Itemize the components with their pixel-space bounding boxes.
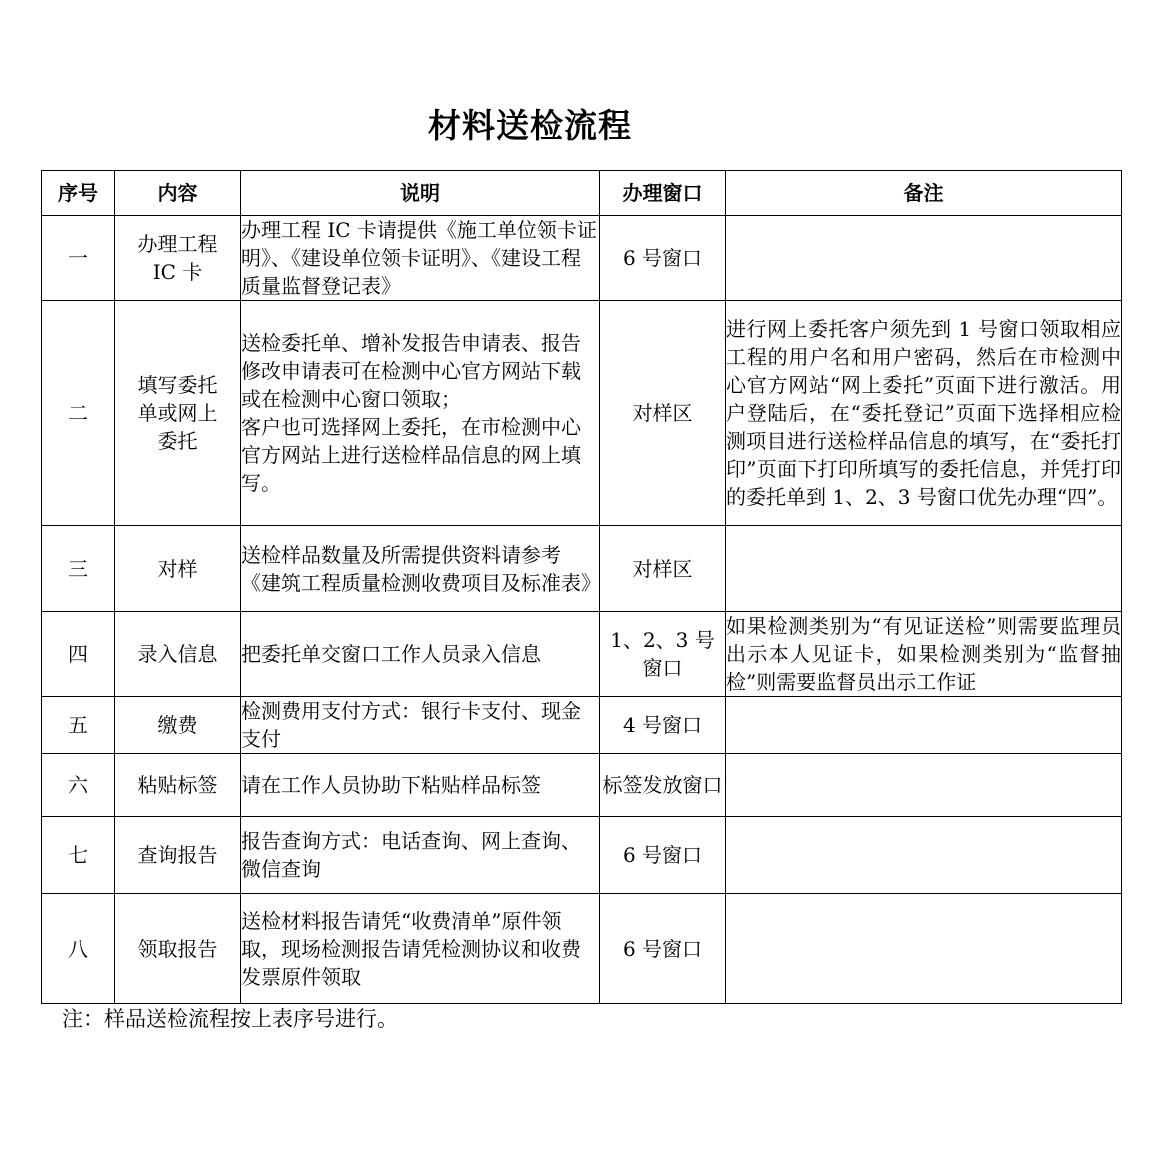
cell-note	[726, 697, 1122, 754]
header-seq: 序号	[42, 171, 115, 216]
page-title: 材料送检流程	[428, 106, 632, 145]
cell-description: 送检委托单、增补发报告申请表、报告修改申请表可在检测中心官方网站下载或在检测中心窗口领取； 客户也可选择网上委托，在市检测中心官方网站上进行送检样品信息的网上填写。	[241, 301, 600, 526]
table-body	[42, 216, 1122, 1004]
cell-content: 缴费	[115, 697, 241, 754]
table-row	[42, 817, 1122, 894]
cell-content: 录入信息	[115, 612, 241, 697]
header-note: 备注	[726, 171, 1122, 216]
cell-seq: 二	[42, 301, 115, 526]
cell-seq: 七	[42, 817, 115, 894]
cell-seq: 五	[42, 697, 115, 754]
table-header-row	[42, 171, 1122, 216]
header-content: 内容	[115, 171, 241, 216]
cell-seq: 四	[42, 612, 115, 697]
cell-note	[726, 754, 1122, 817]
cell-description: 请在工作人员协助下粘贴样品标签	[241, 754, 600, 817]
cell-content: 领取报告	[115, 894, 241, 1004]
cell-note	[726, 216, 1122, 301]
cell-window: 对样区	[600, 301, 726, 526]
cell-window: 对样区	[600, 526, 726, 612]
cell-content: 粘贴标签	[115, 754, 241, 817]
cell-seq: 一	[42, 216, 115, 301]
table-row	[42, 526, 1122, 612]
cell-note	[726, 817, 1122, 894]
table-row	[42, 216, 1122, 301]
footnote: 注：样品送检流程按上表序号进行。	[62, 1007, 398, 1031]
cell-seq: 三	[42, 526, 115, 612]
cell-note: 进行网上委托客户须先到 1 号窗口领取相应工程的用户名和用户密码，然后在市检测中心官方网站“网上委托”页面下进行激活。用户登陆后，在“委托登记”页面下选择相应检测项目进行送检样品信息的填写，在“委托打印”页面下打印所填写的委托信息，并凭打印的委托单到 1、2、3 号窗口优先办理“四”。	[726, 301, 1122, 526]
cell-description: 报告查询方式：电话查询、网上查询、微信查询	[241, 817, 600, 894]
cell-note	[726, 526, 1122, 612]
cell-description: 检测费用支付方式：银行卡支付、现金支付	[241, 697, 600, 754]
cell-note: 如果检测类别为“有见证送检”则需要监理员出示本人见证卡，如果检测类别为“监督抽检”则需要监督员出示工作证	[726, 612, 1122, 697]
cell-window: 6 号窗口	[600, 894, 726, 1004]
cell-content: 查询报告	[115, 817, 241, 894]
table-row	[42, 612, 1122, 697]
table-row	[42, 697, 1122, 754]
cell-description: 把委托单交窗口工作人员录入信息	[241, 612, 600, 697]
header-window: 办理窗口	[600, 171, 726, 216]
process-table	[41, 170, 1122, 1004]
cell-window: 6 号窗口	[600, 216, 726, 301]
cell-description: 办理工程 IC 卡请提供《施工单位领卡证明》、《建设单位领卡证明》、《建设工程质量监督登记表》	[241, 216, 600, 301]
cell-seq: 八	[42, 894, 115, 1004]
cell-content: 填写委托 单或网上 委托	[115, 301, 241, 526]
cell-note	[726, 894, 1122, 1004]
cell-seq: 六	[42, 754, 115, 817]
table-row	[42, 301, 1122, 526]
cell-window: 1、2、3 号 窗口	[600, 612, 726, 697]
cell-window: 标签发放窗口	[600, 754, 726, 817]
table-row	[42, 754, 1122, 817]
header-description: 说明	[241, 171, 600, 216]
cell-content: 办理工程 IC 卡	[115, 216, 241, 301]
cell-description: 送检材料报告请凭“收费清单”原件领取，现场检测报告请凭检测协议和收费发票原件领取	[241, 894, 600, 1004]
cell-window: 4 号窗口	[600, 697, 726, 754]
cell-description: 送检样品数量及所需提供资料请参考《建筑工程质量检测收费项目及标准表》	[241, 526, 600, 612]
cell-window: 6 号窗口	[600, 817, 726, 894]
table-row	[42, 894, 1122, 1004]
cell-content: 对样	[115, 526, 241, 612]
